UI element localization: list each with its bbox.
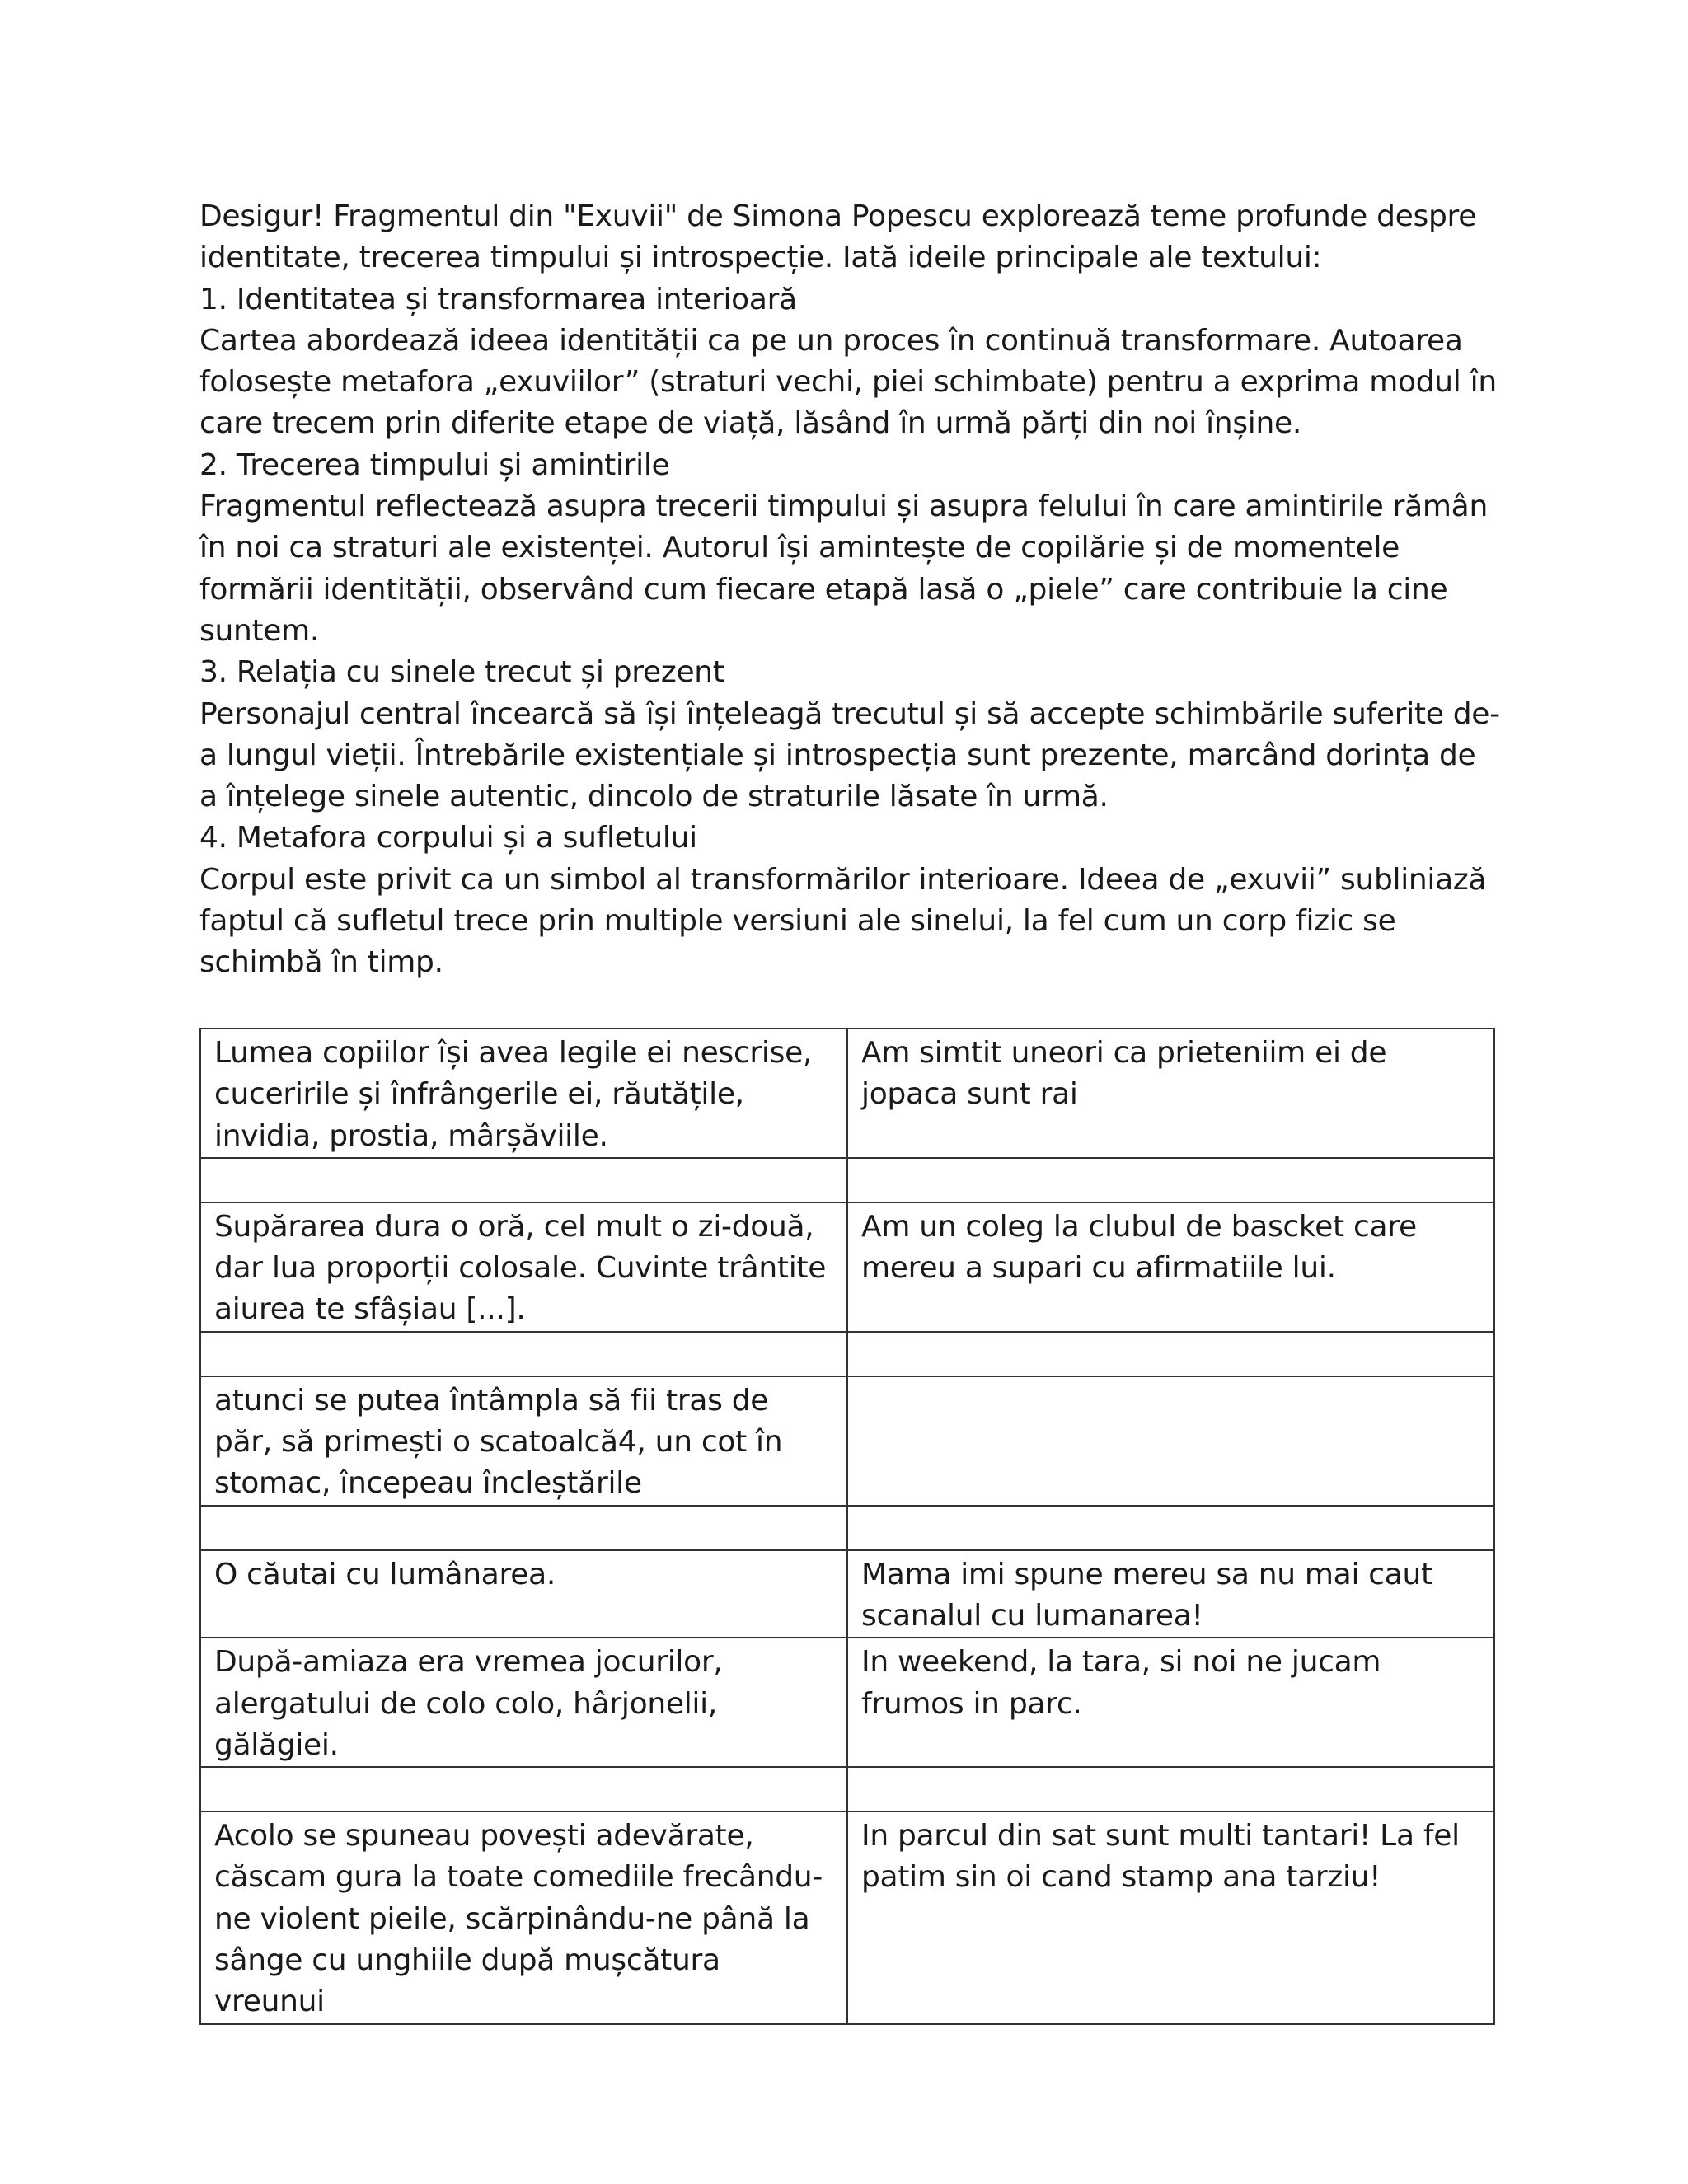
table-cell-empty[interactable]	[200, 1332, 847, 1376]
table-cell-response[interactable]: Am simtit uneori ca prieteniim ei de jopaca sunt rai	[847, 1029, 1494, 1158]
section-heading-time: 2. Trecerea timpului și amintirile	[199, 448, 670, 482]
table-row	[200, 1202, 1494, 1332]
quotes-table	[199, 1028, 1495, 2025]
table-row	[200, 1767, 1494, 1811]
document-page	[199, 196, 1502, 984]
intro-paragraph: Fragmentul reflectează asupra trecerii timpului și asupra felului în care amintirile rămân în noi ca straturi ale existenței. Autorul își amintește de copilărie și de momentele formării identității, observând cum fiecare etapă lasă o „piele” care contribuie la cine suntem.	[199, 490, 1488, 648]
table-row	[200, 1638, 1494, 1767]
table-cell-quote[interactable]: atunci se putea întâmpla să fii tras de păr, să primești o scatoalcă4, un cot în stomac, începeau încleștările	[200, 1376, 847, 1506]
table-cell-empty[interactable]	[200, 1158, 847, 1202]
table-cell-empty[interactable]	[847, 1767, 1494, 1811]
table-row	[200, 1811, 1494, 2023]
table-row	[200, 1332, 1494, 1376]
table-cell-empty[interactable]	[847, 1506, 1494, 1550]
table-cell-response[interactable]: In weekend, la tara, si noi ne jucam frumos in parc.	[847, 1638, 1494, 1767]
section-heading-identity: 1. Identitatea și transformarea interioară	[199, 282, 797, 316]
table-cell-empty[interactable]	[200, 1767, 847, 1811]
intro-text	[199, 196, 1502, 984]
table-row	[200, 1158, 1494, 1202]
table-cell-quote[interactable]: Lumea copiilor își avea legile ei nescrise, cuceririle și înfrângerile ei, răutățile, invidia, prostia, mârșăviile.	[200, 1029, 847, 1158]
table-row	[200, 1376, 1494, 1506]
table-cell-empty[interactable]	[847, 1332, 1494, 1376]
intro-paragraph: Corpul este privit ca un simbol al transformărilor interioare. Ideea de „exuvii” subliniază faptul că sufletul trece prin multiple versiuni ale sinelui, la fel cum un corp fizic se schimbă în timp.	[199, 862, 1487, 980]
table-cell-quote[interactable]: După-amiaza era vremea jocurilor, alergatului de colo colo, hârjonelii, gălăgiei.	[200, 1638, 847, 1767]
table-cell-response[interactable]: In parcul din sat sunt multi tantari! La fel patim sin oi cand stamp ana tarziu!	[847, 1811, 1494, 2023]
table-row	[200, 1506, 1494, 1550]
table-cell-response[interactable]: Mama imi spune mereu sa nu mai caut scanalul cu lumanarea!	[847, 1550, 1494, 1638]
table-row	[200, 1029, 1494, 1158]
table-cell-quote[interactable]: Acolo se spuneau povești adevărate, căscam gura la toate comediile frecându-ne violent pieile, scărpinându-ne până la sânge cu unghiile după mușcătura vreunui	[200, 1811, 847, 2023]
intro-paragraph: Desigur! Fragmentul din "Exuvii" de Simona Popescu explorează teme profunde despre identitate, trecerea timpului și introspecție. Iată ideile principale ale textului:	[199, 199, 1477, 275]
table-cell-response[interactable]	[847, 1376, 1494, 1506]
intro-paragraph: Personajul central încearcă să își înțeleagă trecutul și să accepte schimbările suferite de-a lungul vieții. Întrebările existențiale și introspecția sunt prezente, marcând dorința de a înțelege sinele autentic, dincolo de straturile lăsate în urmă.	[199, 696, 1500, 814]
table-row	[200, 1550, 1494, 1638]
section-heading-self: 3. Relația cu sinele trecut și prezent	[199, 655, 724, 690]
section-heading-body-soul: 4. Metafora corpului și a sufletului	[199, 821, 697, 855]
table-cell-quote[interactable]: Supărarea dura o oră, cel mult o zi-două, dar lua proporții colosale. Cuvinte trântite aiurea te sfâșiau [...].	[200, 1202, 847, 1332]
intro-paragraph: Cartea abordează ideea identității ca pe un proces în continuă transformare. Autoarea folosește metafora „exuviilor” (straturi vechi, piei schimbate) pentru a exprima modul în care trecem prin diferite etape de viață, lăsând în urmă părți din noi înșine.	[199, 323, 1497, 441]
table-cell-empty[interactable]	[847, 1158, 1494, 1202]
table-cell-empty[interactable]	[200, 1506, 847, 1550]
table-cell-quote[interactable]: O căutai cu lumânarea.	[200, 1550, 847, 1638]
table-cell-response[interactable]: Am un coleg la clubul de bascket care mereu a supari cu afirmatiile lui.	[847, 1202, 1494, 1332]
